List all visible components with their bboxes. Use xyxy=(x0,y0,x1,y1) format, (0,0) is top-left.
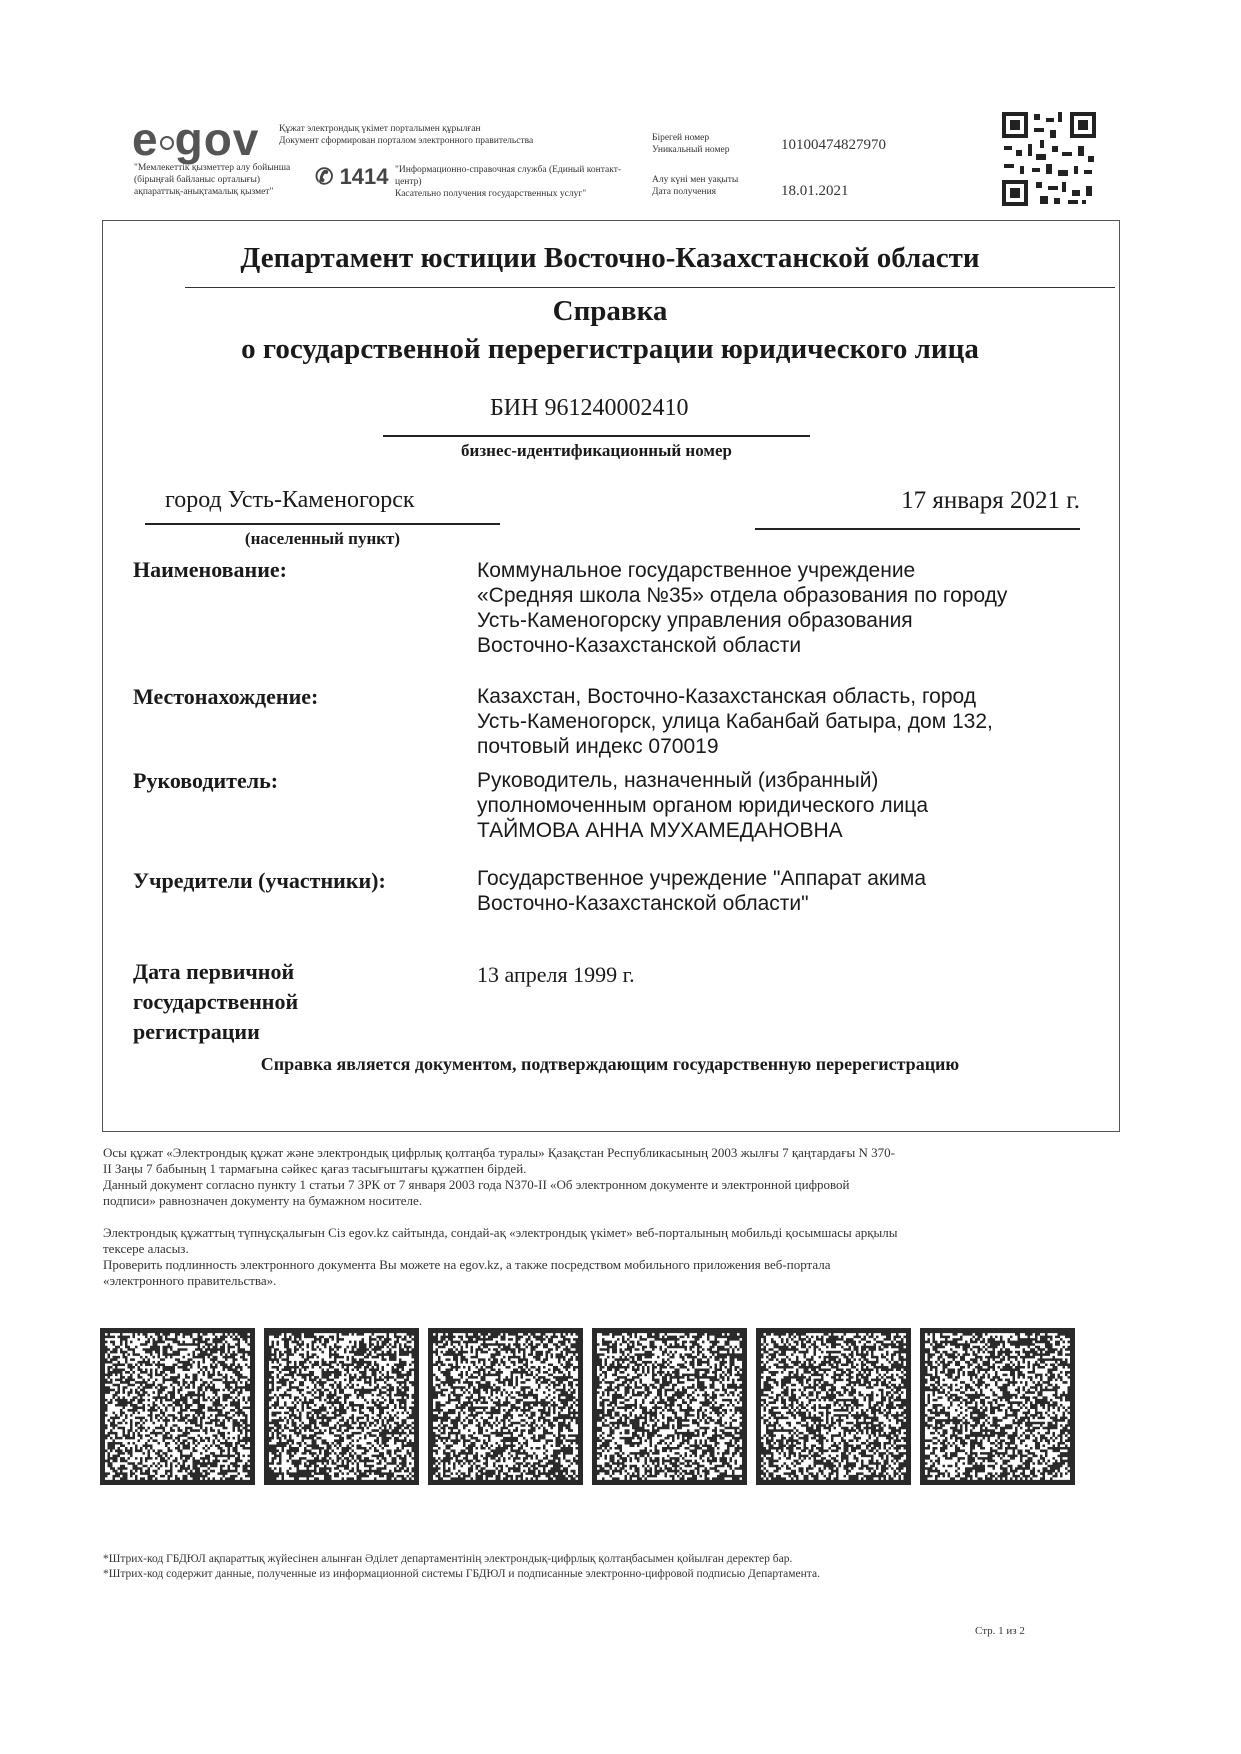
legal-kz-1a: Осы құжат «Электрондық құжат және электрондық цифрлық қолтаңба туралы» Қазақстан Республикасының 2003 жылғы 7 қаңтардағы N 370- xyxy=(103,1145,895,1160)
legal-kz-2a: Электрондық құжаттың түпнұсқалығын Сіз egov.kz сайтында, сондай-ақ «электрондық үкімет» веб-порталының мобильді қосымшасы арқылы xyxy=(103,1225,898,1240)
city-value: город Усть-Каменогорск xyxy=(165,487,415,513)
barcode-icon-5 xyxy=(756,1328,911,1485)
barcode-icon-2 xyxy=(264,1328,419,1485)
portal-notice-ru: Документ сформирован порталом электронного правительства xyxy=(279,136,534,146)
head-value xyxy=(477,768,1117,843)
name-line4: Восточно-Казахстанской области xyxy=(477,634,802,657)
date-label-ru: Дата получения xyxy=(652,187,717,197)
date-underline xyxy=(755,528,1080,530)
city-caption: (населенный пункт) xyxy=(244,529,401,548)
location-line2: Усть-Каменогорск, улица Кабанбай батыра, дом 132, xyxy=(477,710,993,733)
barcode-icon-4 xyxy=(592,1328,747,1485)
founders-value xyxy=(477,866,1117,916)
name-label: Наименование: xyxy=(133,557,287,582)
gov-service-ru-line2: Касательно получения государственных услуг" xyxy=(395,189,587,199)
founders-line1: Государственное учреждение "Аппарат акима xyxy=(477,867,926,890)
legal-ru-1a: Данный документ согласно пункту 1 статьи 7 ЗРК от 7 января 2003 года N370-II «Об электронном документе и электронной цифровой xyxy=(103,1177,850,1192)
barcode-icon-6 xyxy=(920,1328,1075,1485)
page-number: Стр. 1 из 2 xyxy=(975,1625,1025,1637)
portal-notice xyxy=(279,123,609,147)
barcode-strip xyxy=(100,1328,1100,1485)
barcode-icon-3 xyxy=(428,1328,583,1485)
reg-label-line2: государственной xyxy=(133,989,299,1014)
legal-kz-2b: тексере аласыз. xyxy=(103,1241,189,1256)
bin-caption: бизнес-идентификационный номер xyxy=(461,441,732,460)
registration-date: 13 апреля 1999 г. xyxy=(477,962,635,987)
name-value xyxy=(477,558,1117,658)
registration-date-value xyxy=(477,962,1117,987)
legal-note-2 xyxy=(103,1225,1103,1289)
department-title: Департамент юстиции Восточно-Казахстанской области xyxy=(240,242,980,274)
head-line1: Руководитель, назначенный (избранный) xyxy=(477,769,879,792)
location-value xyxy=(477,684,1117,759)
portal-notice-kz: Құжат электрондық үкімет порталымен құрылған xyxy=(279,124,481,134)
title-line1: Справка xyxy=(552,295,668,327)
founders-label: Учредители (участники): xyxy=(133,868,386,893)
city-underline xyxy=(145,523,500,525)
egov-logo: e gov xyxy=(132,113,260,165)
footnote-kz: *Штрих-код ГБДЮЛ ақпараттық жүйесінен алынған Әділет департаментінің электрондық-цифрлық қолтаңбасымен қойылған деректер бар. xyxy=(103,1553,793,1565)
phone-number: 1414 xyxy=(339,164,389,189)
date-received-label xyxy=(652,174,772,198)
unique-number: 10100474827970 xyxy=(781,137,886,153)
name-line2: «Средняя школа №35» отдела образования по городу xyxy=(477,584,1008,607)
phone-icon: ✆ xyxy=(315,164,334,189)
legal-ru-2b: «электронного правительства». xyxy=(103,1273,277,1288)
gov-service-ru xyxy=(395,164,645,200)
location-line3: почтовый индекс 070019 xyxy=(477,735,719,758)
bin-value: БИН 961240002410 xyxy=(490,395,689,421)
bin-underline xyxy=(383,435,810,437)
issue-date: 17 января 2021 г. xyxy=(901,487,1080,514)
head-line2: уполномоченным органом юридического лица xyxy=(477,794,929,817)
unique-label-kz: Бірегей номер xyxy=(652,133,710,143)
date-received: 18.01.2021 xyxy=(781,183,849,199)
head-line3: ТАЙМОВА АННА МУХАМЕДАНОВНА xyxy=(477,819,843,842)
legal-kz-1b: II Заңы 7 бабының 1 тармағына сәйкес қағаз тасығыштағы құжатпен бірдей. xyxy=(103,1161,527,1176)
document-title xyxy=(102,292,1118,368)
unique-label-ru: Уникальный номер xyxy=(652,145,730,155)
reg-label-line3: регистрации xyxy=(133,1019,260,1044)
gov-service-kz: "Мемлекеттік қызметтер алу бойынша (бірыңғай байланыс орталығы) ақпараттық-анықтамалық қызмет" xyxy=(134,163,291,197)
name-line1: Коммунальное государственное учреждение xyxy=(477,559,916,582)
gov-service-ru-line1: "Информационно-справочная служба (Единый контакт-центр) xyxy=(395,165,622,187)
location-label: Местонахождение: xyxy=(133,684,319,709)
legal-ru-2a: Проверить подлинность электронного документа Вы можете на egov.kz, а также посредством мобильного приложения веб-портала xyxy=(103,1257,831,1272)
department-divider xyxy=(185,287,1115,288)
legal-note-1 xyxy=(103,1145,1103,1209)
unique-number-label xyxy=(652,132,772,156)
founders-line2: Восточно-Казахстанской области" xyxy=(477,892,809,915)
barcode-footnote xyxy=(103,1552,1103,1582)
registration-date-label xyxy=(133,957,298,1047)
barcode-icon-1 xyxy=(100,1328,255,1485)
footnote-ru: *Штрих-код содержит данные, полученные из информационной системы ГБДЮЛ и подписанные электронно-цифровой подписью Департамента. xyxy=(103,1568,820,1580)
reg-label-line1: Дата первичной xyxy=(133,959,295,984)
legal-ru-1b: подписи» равнозначен документу на бумажном носителе. xyxy=(103,1193,423,1208)
location-line1: Казахстан, Восточно-Казахстанская область, город xyxy=(477,685,976,708)
name-line3: Усть-Каменогорску управления образования xyxy=(477,609,913,632)
title-line2: о государственной перерегистрации юридического лица xyxy=(241,333,979,365)
contact-phone xyxy=(315,164,389,190)
head-label: Руководитель: xyxy=(133,768,279,793)
confirmation-statement: Справка является документом, подтверждающим государственную перерегистрацию xyxy=(260,1054,960,1074)
date-label-kz: Алу күні мен уақыты xyxy=(652,175,739,185)
qr-code-icon xyxy=(1000,110,1098,208)
